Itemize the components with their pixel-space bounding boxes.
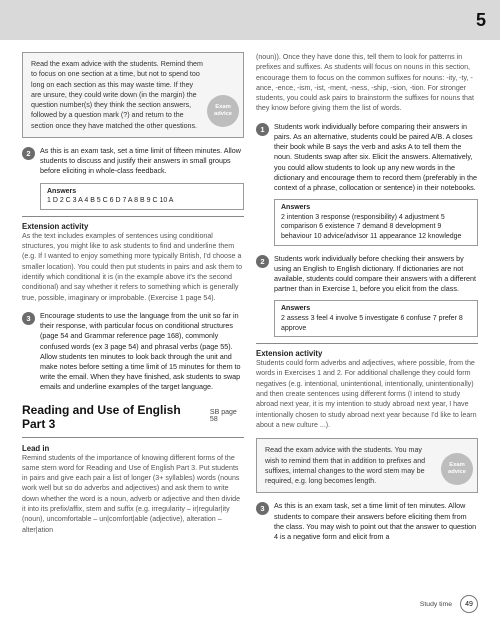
step-text: As this is an exam task, set a time limit of ten minutes. Allow students to compare their answers before eliciting them from the class. You may wish to point out that the answer to question 4 is a negative form and elicit from a — [274, 501, 477, 542]
section-title: Reading and Use of English Part 3 — [22, 402, 181, 431]
exam-advice-box — [22, 52, 244, 138]
exam-advice-text: Read the exam advice with the students. You may wish to remind them that in addition to prefixes and suffixes, internal changes to the word stem may be required, e.g. long becomes length. — [265, 446, 426, 486]
page-footer — [420, 595, 478, 613]
badge-label: Exam — [215, 104, 231, 111]
answers-box — [274, 199, 478, 245]
right-column — [256, 52, 478, 542]
left-column — [22, 52, 244, 535]
step-text: Students work individually before comparing their answers in pairs. As an alternative, students could be paired A/B. A closes their book while B says the verb and asks A to tell them the noun. Students swap after six. Elicit the answers. Alternatively, you could allow students to look up any new words in the dictionary and encourage them to record them (preferably in the context of a phrase, collocation or sentence) in their notebooks. — [274, 121, 477, 192]
step-text: As this is an exam task, set a time limit of fifteen minutes. Allow students to discuss and justify their answers in small groups before eliciting in whole-class feedback. — [40, 146, 241, 176]
answers-title: Answers — [47, 187, 77, 195]
lead-in-text: Remind students of the importance of knowing different forms of the same stem word for Reading and Use of English Part 3. Put students in pairs and give each pair a list of longer (3+ syllables) words (nouns work well but so do adverbs and adjectives) and ask them to write down whether the word is a noun, adverb or adjective and then divide it into its prefix/affix, stem and suffix (e.g. irregularity – ir|regular|ity (noun), uncomfortable – un|comfort|able (adjective), alteration – alter|ation — [22, 453, 241, 534]
step-1 — [256, 122, 478, 193]
answers-text: 2 intention 3 response (responsibility) 4 adjustment 5 comparison 6 existence 7 demand 8 development 9 behaviour 10 advice/advisor 11 appearance 12 knowledge — [281, 213, 462, 240]
exam-advice-badge — [441, 453, 473, 485]
answers-title: Answers — [281, 305, 311, 313]
divider — [22, 216, 244, 217]
student-book-ref: SB page 58 — [209, 408, 237, 423]
footer-label: Study time — [419, 600, 452, 608]
step-number: 2 — [256, 255, 269, 268]
step-number: 1 — [256, 123, 269, 136]
step-2 — [22, 146, 244, 177]
page-number: 49 — [460, 595, 478, 613]
answers-box — [274, 300, 478, 337]
step-number: 2 — [22, 147, 35, 160]
divider — [22, 437, 244, 438]
extension-text: As the text includes examples of sentences using conditional structures, you might like to ask students to find and underline them (e.g. If I wanted to enjoy something more typically British, I'd choose a smaller location). You could then put students in pairs and ask them to identify which conditional it is (in the example above it's the second conditional) and say whether it refers to something which is generally true, possible, imaginary or improbable. (Exercise 1 page 54). — [22, 231, 243, 302]
step-number: 3 — [22, 312, 35, 325]
exam-advice-text: Read the exam advice with the students. Remind them to focus on one section at a time, but not to spend too long on each section as this may waste time. If they are unsure, they could write down (in the margin) the question number(s) they think the section answers, followed by a question mark (?) and return to the section once they have matched the other questions. — [31, 60, 203, 130]
chapter-number: 5 — [475, 10, 486, 30]
exam-advice-box — [256, 438, 478, 493]
answers-text: 1 D 2 C 3 A 4 B 5 C 6 D 7 A 8 B 9 C 10 A — [47, 197, 174, 205]
step-3 — [256, 501, 478, 542]
extension-text: Students could form adverbs and adjectives, where possible, from the words in Exercises 1 and 2. For additional challenge they could form negatives (e.g. intentional, unintentional, intentionally, unintentionally) and then create sentences using different forms (I intend to study abroad next year, it is my intention to study abroad next year, I have intentionally chosen to study abroad next year because I'd like to learn about a new culture ...). — [256, 359, 477, 429]
continued-text: (noun)). Once they have done this, tell them to look for patterns in prefixes and suffixes. As students will focus on nouns in this section, encourage them to focus on the common suffixes for nouns: -ity, -ty, -ance, -ence, -ism, -ist, -ment, -ness, -ship, -sion, -tion. For stronger students, you could ask pairs to brainstorm the suffixes for nouns that they know before giving them the list of words. — [256, 53, 474, 113]
step-text: Students work individually before checking their answers by using an English to English dictionary. If dictionaries are not available, students could compare their answers with a different partner than in Exercise 1, before you elicit from the class. — [274, 253, 477, 294]
section-heading — [22, 403, 244, 431]
extension-title: Extension activity — [22, 221, 89, 231]
badge-label: Exam — [449, 462, 465, 469]
exam-advice-badge — [207, 95, 239, 127]
extension-title: Extension activity — [256, 349, 323, 359]
step-3 — [22, 311, 244, 393]
badge-label: advice — [447, 469, 467, 476]
chapter-header-bar — [0, 0, 500, 40]
badge-label: advice — [213, 111, 233, 118]
divider — [256, 343, 478, 344]
answers-box — [40, 183, 244, 210]
answers-text: 2 assess 3 feel 4 involve 5 investigate 6 confuse 7 prefer 8 approve — [281, 314, 463, 332]
step-number: 3 — [256, 502, 269, 515]
step-2 — [256, 254, 478, 295]
answers-title: Answers — [281, 204, 311, 212]
lead-in-title: Lead in — [22, 443, 50, 453]
step-text: Encourage students to use the language from the unit so far in their response, with particular focus on conditional structures (page 54 and Grammar reference page 168), commonly confused words (ex 3 page 54) and phrasal verbs (page 55). Allow students ten minutes to look back through the unit and make notes before setting a time limit of 15 minutes for them to write the email. When they have finished, ask students to swap emails and underline examples of the target language. — [40, 310, 241, 392]
